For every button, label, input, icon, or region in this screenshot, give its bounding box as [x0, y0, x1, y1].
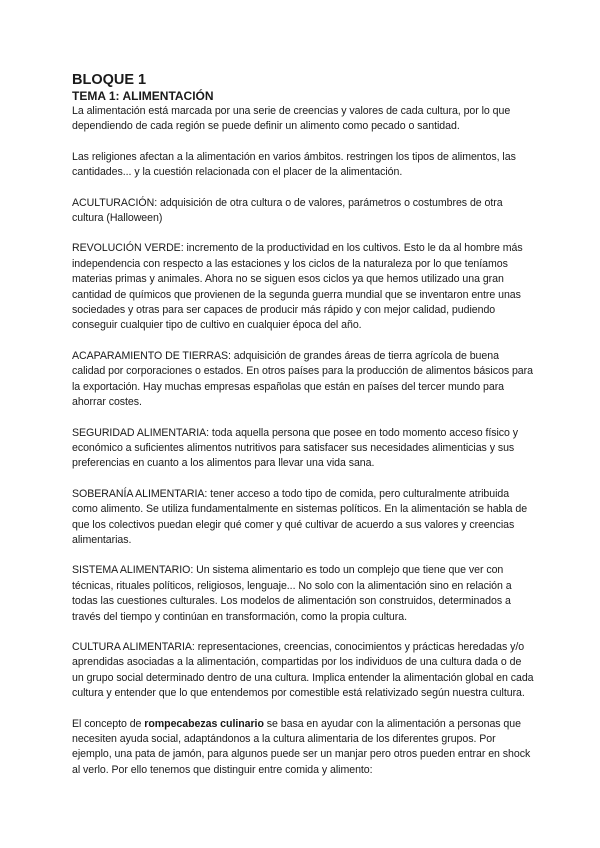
paragraph-revolucion-verde: REVOLUCIÓN VERDE: incremento de la productividad en los cultivos. Esto le da al hombre más independencia con respecto a las estaciones y los ciclos de la naturaleza por lo que teníamos materias primas y animales. Ahora no se siguen esos ciclos ya que hemos utilizado una gran cantidad de químicos que provienen de la segunda guerra mundial que se inventaron entre unas sociedades y otras para ser capaces de producir más rápido y con mejor calidad, pudiendo conseguir cualquier tipo de cultivo en cualquier época del año.	[72, 242, 523, 332]
paragraph-text-after: se basa en ayudar con la alimentación a personas que necesiten ayuda social, adaptándonos a la cultura alimentaria de los diferentes grupos. Por ejemplo, una pata de jamón, para algunos puede ser un manjar pero otros pueden entrar en shock al verlo. Por ello tenemos que distinguir entre comida y alimento:	[72, 717, 531, 776]
paragraph-sistema-alimentario: SISTEMA ALIMENTARIO: Un sistema alimentario es todo un complejo que tiene que ver con técnicas, rituales políticos, religiosos, lenguaje... No solo con la alimentación sino en relación a todas las cuestiones culturales. Los modelos de alimentación son construidos, determinados a través del tiempo y continúan en transformación, como la propia cultura.	[72, 564, 512, 623]
document-page	[72, 72, 534, 793]
paragraph-text-before: El concepto de	[72, 717, 145, 730]
block-heading: BLOQUE 1	[72, 72, 147, 88]
paragraph-soberania-alimentaria: SOBERANÍA ALIMENTARIA: tener acceso a todo tipo de comida, pero culturalmente atribuida como alimento. Se utiliza fundamentalmente en sistemas políticos. En la alimentación se habla de que los colectivos puedan elegir qué comer y qué cultivar de acuerdo a sus valores y creencias alimentarias.	[72, 487, 528, 546]
paragraph-religions: Las religiones afectan a la alimentación en varios ámbitos. restringen los tipos de alimentos, las cantidades... y la cuestión relacionada con el placer de la alimentación.	[72, 150, 516, 179]
paragraph-cultura-alimentaria: CULTURA ALIMENTARIA: representaciones, creencias, conocimientos y prácticas heredadas y/o aprendidas asociadas a la alimentación, compartidas por los individuos de una cultura dada o de un grupo social determinado dentro de una cultura. Implica entender la alimentación global en cada cultura y entender que lo que entendemos por comestible está relativizado según nuestra cultura.	[72, 640, 534, 700]
topic-heading: TEMA 1: ALIMENTACIÓN	[72, 89, 214, 103]
paragraph-rompecabezas	[72, 717, 534, 779]
paragraph-seguridad-alimentaria: SEGURIDAD ALIMENTARIA: toda aquella persona que posee en todo momento acceso físico y económico a suficientes alimentos nutritivos para satisfacer sus necesidades alimenticias y sus preferencias en cuanto a los alimentos para llevar una vida sana.	[72, 426, 519, 470]
paragraph-aculturacion: ACULTURACIÓN: adquisición de otra cultura o de valores, parámetros o costumbres de otra cultura (Halloween)	[72, 196, 503, 225]
paragraph-intro: La alimentación está marcada por una serie de creencias y valores de cada cultura, por lo que dependiendo de cada región se puede definir un alimento como pecado o santidad.	[72, 105, 511, 133]
bold-term: rompecabezas culinario	[144, 717, 264, 730]
paragraph-acaparamiento: ACAPARAMIENTO DE TIERRAS: adquisición de grandes áreas de tierra agrícola de buena calidad por corporaciones o estados. En otros países para la producción de alimentos básicos para la exportación. Hay muchas empresas españolas que están en países del tercer mundo para ahorrar costes.	[72, 349, 533, 409]
